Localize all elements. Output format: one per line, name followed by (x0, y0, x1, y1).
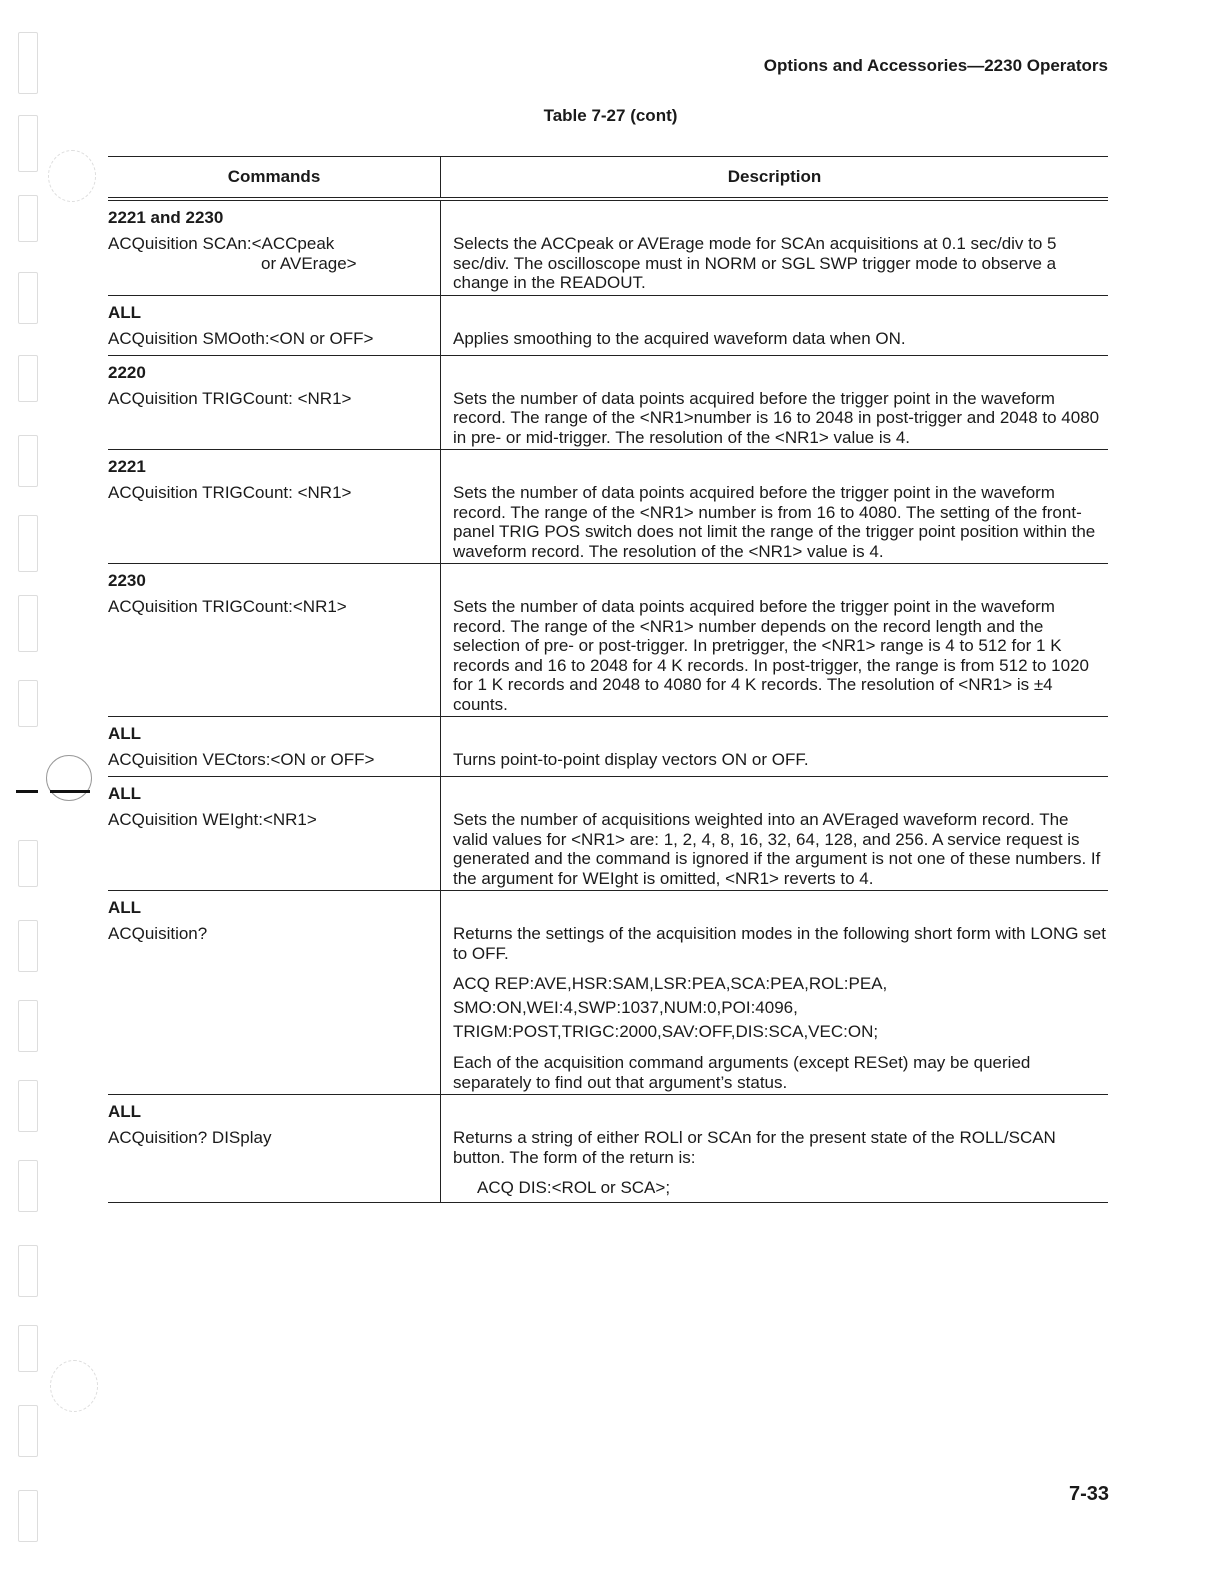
model-label: ALL (108, 1102, 142, 1121)
description-column-header: Description (727, 167, 822, 186)
description-cell (441, 777, 1108, 890)
description-text: Sets the number of acquisitions weighted into an AVEraged waveform record. The valid values for <NR1> are: 1, 2, 4, 8, 16, 32, 64, 128, and 256. A service request is generated and the command is ignored if the argument is not one of these numbers. If the argument for WEIght is omitted, <NR1> reverts to 4. (453, 810, 1101, 888)
command-cell (108, 717, 441, 776)
table-row (108, 717, 1108, 777)
description-cell (441, 356, 1108, 450)
description-text-after: Each of the acquisition command arguments (except RESet) may be queried separately to find out that argument’s status. (453, 1053, 1031, 1092)
command-cell (108, 201, 441, 295)
table-row (108, 356, 1108, 451)
description-text: Returns a string of either ROLl or SCAn for the present state of the ROLL/SCAN button. The form of the return is: (453, 1128, 1056, 1167)
model-label: ALL (108, 724, 142, 743)
description-text: Turns point-to-point display vectors ON or OFF. (453, 750, 809, 769)
description-cell (441, 564, 1108, 716)
table-row (108, 891, 1108, 1095)
page-header-title: Options and Accessories—2230 Operators (763, 56, 1108, 75)
table-caption: Table 7-27 (cont) (543, 106, 678, 125)
command-text-continued: or AVErage> (261, 254, 357, 273)
description-cell (441, 450, 1108, 563)
command-text: ACQuisition TRIGCount:<NR1> (108, 597, 347, 616)
page-number: 7-33 (1068, 1483, 1109, 1505)
table-header-row (108, 157, 1108, 201)
description-cell (441, 296, 1108, 355)
table-row (108, 201, 1108, 296)
description-text: Sets the number of data points acquired before the trigger point in the waveform record. The range of the <NR1>number is 16 to 2048 in post-trigger and 2048 to 4080 in pre- or mid-trigger. The resolution of the <NR1> value is 4. (453, 388, 1100, 447)
commands-column-header: Commands (108, 157, 441, 197)
description-cell (441, 201, 1108, 295)
command-cell (108, 450, 441, 563)
description-cell (441, 717, 1108, 776)
model-label: 2221 (108, 457, 146, 476)
command-cell (108, 1095, 441, 1202)
response-block (453, 972, 1108, 1044)
table-row (108, 564, 1108, 717)
description-text: Sets the number of data points acquired before the trigger point in the waveform record. The range of the <NR1> number depends on the record length and the selection of pre- or post-trigger. In pretrigger, the <NR1> range is 4 to 512 for 1 K records and 16 to 2048 for 4 K records. In post-trigger, the range is from 512 to 1020 for 1 K records and 2048 to 4080 for 4 K records. The resolution of <NR1> is ±4 counts. (453, 597, 1089, 714)
command-text: ACQuisition TRIGCount: <NR1> (108, 483, 352, 502)
table-row (108, 777, 1108, 891)
command-text: ACQuisition TRIGCount: <NR1> (108, 388, 352, 408)
model-label: ALL (108, 302, 142, 322)
return-form: ACQ DIS:<ROL or SCA>; (477, 1178, 671, 1197)
model-label: ALL (108, 784, 142, 803)
description-text: Sets the number of data points acquired before the trigger point in the waveform record. The range of the <NR1> number is from 16 to 4080. The setting of the front-panel TRIG POS switch does not limit the range of the trigger point position within the waveform record. The resolution of the <NR1> value is 4. (453, 483, 1096, 561)
response-line: SMO:ON,WEI:4,SWP:1037,NUM:0,POI:4096, (453, 998, 798, 1017)
table-row (108, 450, 1108, 564)
command-text: ACQuisition SMOoth:<ON or OFF> (108, 328, 374, 348)
model-label: 2221 and 2230 (108, 208, 224, 227)
command-cell (108, 356, 441, 450)
response-line: ACQ REP:AVE,HSR:SAM,LSR:PEA,SCA:PEA,ROL:PEA, (453, 974, 888, 993)
description-text: Returns the settings of the acquisition modes in the following short form with LONG set to OFF. (453, 924, 1106, 963)
command-cell (108, 564, 441, 716)
command-cell (108, 891, 441, 1094)
description-cell (441, 1095, 1108, 1202)
command-text: ACQuisition VECtors:<ON or OFF> (108, 750, 375, 769)
model-label: 2220 (108, 362, 146, 382)
description-text: Selects the ACCpeak or AVErage mode for SCAn acquisitions at 0.1 sec/div to 5 sec/div. The oscilloscope must in NORM or SGL SWP trigger mode to observe a change in the READOUT. (453, 234, 1057, 292)
command-text: ACQuisition WEIght:<NR1> (108, 810, 317, 829)
model-label: ALL (108, 898, 142, 917)
table-row (108, 1095, 1108, 1203)
model-label: 2230 (108, 571, 146, 590)
table-row (108, 296, 1108, 356)
command-cell (108, 296, 441, 355)
command-text: ACQuisition? (108, 924, 208, 943)
response-line: TRIGM:POST,TRIGC:2000,SAV:OFF,DIS:SCA,VEC:ON; (453, 1022, 879, 1041)
command-text: ACQuisition SCAn:<ACCpeak (108, 234, 335, 253)
command-text: ACQuisition? DISplay (108, 1128, 272, 1147)
description-cell (441, 891, 1108, 1094)
command-cell (108, 777, 441, 890)
commands-table (108, 156, 1108, 1203)
description-text: Applies smoothing to the acquired waveform data when ON. (453, 328, 906, 348)
